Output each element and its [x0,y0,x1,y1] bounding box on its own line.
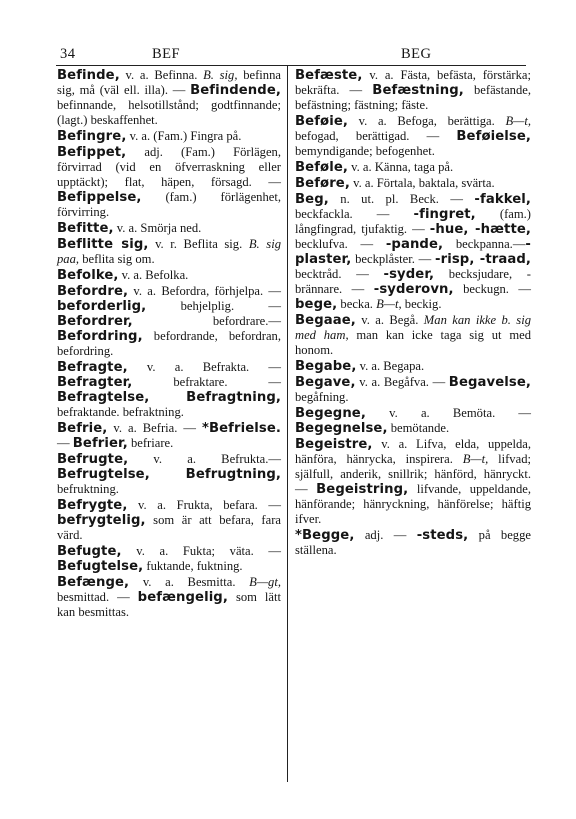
entry-text: begåfning. [295,390,349,404]
entry-headword: Befæstning, [372,83,464,98]
entry-text: befinnande, helsotillstånd; godtfinnande; (lagt.) beskaffenhet. [57,98,281,127]
dictionary-entry [295,406,531,436]
dictionary-entry [295,160,531,175]
entry-headword: Beføle, [295,160,348,175]
entry-headword: Befugtelse, [57,559,144,574]
entry-text: man kan icke taga sig ut med honom. [295,328,531,357]
entry-text: på begge ställena. [295,528,531,557]
dictionary-entry [57,284,281,359]
entry-headword: Befragtelse, Befragtning, [57,390,281,405]
entry-text: (fam.) långfingrad, tjufaktig. — [295,207,532,236]
dictionary-entry [57,575,281,620]
entry-text: v. a. Bemöta. — [365,406,531,420]
dictionary-entry [57,129,281,144]
entry-headword: beforderlig, [57,299,147,314]
entry-headword: -fingret, [413,207,476,222]
entry-headword: -plaster, [295,237,531,267]
entry-text: v. a. Befria. — [107,421,202,435]
column-divider [287,66,288,782]
entry-headword: Beføie, [295,114,348,129]
dictionary-entry [57,237,281,267]
entry-text: beckfackla. — [295,207,414,221]
entry-headword: befængelig, [137,590,228,605]
entry-text: n. ut. pl. Beck. — [328,192,475,206]
entry-headword: -pande, [385,237,444,252]
entry-headword: Begeistre, [295,437,373,452]
entry-headword: Befrugtelse, Befrugtning, [57,467,281,482]
dictionary-entry [57,421,281,451]
entry-headword: -syderovn, [373,282,454,297]
entry-headword: Befindende, [190,83,281,98]
entry-text: v. a. Känna, taga på. [347,160,454,174]
entry-headword: Befragte, [57,360,128,375]
entry-text: v. a. Frukta, befara. — [127,498,281,512]
entry-example: B—t, [505,114,531,128]
entry-text: befruktning. [57,482,119,496]
entry-text: v. a. Begapa. [356,359,425,373]
dictionary-entry [295,359,531,374]
entry-example: B—t, [376,297,402,311]
entry-headword: Befrugte, [57,452,129,467]
entry-text: v. a. Förtala, baktala, svärta. [349,176,495,190]
entry-headword: Befordre, [57,284,129,299]
dictionary-entry [57,360,281,420]
entry-example: B. sig, [203,68,238,82]
dictionary-entry [57,452,281,497]
entry-headword: Befippet, [57,145,127,160]
entry-headword: -fakkel, [474,192,531,207]
page-number: 34 [60,46,76,62]
dictionary-entry [295,192,531,312]
entry-text: v. a. Lifva, elda, uppelda, hänföra, hänrycka, inspirera. [295,437,531,466]
entry-text: v. a. (Fam.) Fingra på. [126,129,242,143]
entry-text: lifvande, uppeldande, hänförande; hänryckning, hänförelse; häftig ifver. [295,482,531,526]
entry-text: besmittad. — [57,590,138,604]
entry-text: befästande, befästning; fästning; fäste. [295,83,531,112]
entry-text: beckpanna.— [443,237,526,251]
entry-text: lifvad; själfull, anderik, snillrik; hänförd, hänryckt. — [295,452,531,496]
entry-text: v. a. Befinna. [119,68,204,82]
entry-headword: -steds, [416,528,469,543]
entry-headword: Beflitte sig, [57,237,149,252]
entry-headword: Befippelse, [57,190,142,205]
entry-headword: Begaae, [295,313,356,328]
entry-text: bemyndigande; befogenhet. [295,144,435,158]
entry-text: becklufva. — [295,237,386,251]
entry-headword: Begave, [295,375,356,390]
dictionary-entry [295,437,531,527]
entry-example: B—gt, [249,575,281,589]
entry-headword: Begabe, [295,359,357,374]
entry-headword: Befitte, [57,221,114,236]
dictionary-entry [295,114,531,159]
entry-text: becka. [337,297,377,311]
entry-headword: Befordring, [57,329,143,344]
entry-text: fuktande, fuktning. [143,559,243,573]
entry-text: beckig. [401,297,442,311]
entry-text: befordrare.— [132,314,281,328]
entry-headword: bege, [295,297,338,312]
entry-headword: Befinde, [57,68,120,83]
entry-headword: Befæste, [295,68,363,83]
entry-text: v. a. Begåfva. — [355,375,449,389]
entry-headword: Begegne, [295,406,366,421]
entry-text: beckugn. — [453,282,532,296]
entry-text: beflita sig om. [79,252,155,266]
dictionary-entry [295,313,531,358]
entry-text: adj. — [354,528,417,542]
entry-text: v. a. Befordra, förhjelpa. — [128,284,281,298]
entry-example: B. sig paa, [57,237,281,266]
entry-text: behjelplig. — [146,299,281,313]
entry-text: som är att befara, fara värd. [57,513,281,542]
dictionary-entry [57,145,281,220]
entry-headword: -syder, [383,267,435,282]
dictionary-entry [295,176,531,191]
entry-text: v. a. Besmitta. [129,575,250,589]
entry-text: v. a. Befrakta. — [127,360,281,374]
entry-headword: Befugte, [57,544,122,559]
entry-headword: Befragter, [57,375,133,390]
dictionary-entry [57,221,281,236]
entry-text: (fam.) förlägenhet, förvirring. [57,190,281,219]
entry-text: v. a. Fukta; väta. — [121,544,281,558]
dictionary-entry [57,68,281,128]
entry-headword: Befrier, [72,436,128,451]
dictionary-entry [295,68,531,113]
right-column [295,68,531,559]
entry-headword: Befordrer, [57,314,133,329]
entry-headword: -hue, -hætte, [429,222,532,237]
entry-text: v. r. Beflita sig. [148,237,249,251]
entry-headword: Beføre, [295,176,350,191]
entry-headword: Begeistring, [316,482,409,497]
entry-text: befriare. [127,436,174,450]
entry-headword: Begegnelse, [295,421,388,436]
entry-text: befogad, berättigad. — [295,129,457,143]
entry-text: bemötande. [387,421,450,435]
entry-headword: Befingre, [57,129,127,144]
entry-text: v. a. Begå. [355,313,424,327]
entry-example: B—t, [462,452,489,466]
dictionary-entry [295,528,531,558]
right-running-head: BEG [401,46,432,62]
entry-text: befraktare. — [132,375,281,389]
entry-text: som lätt kan besmittas. [57,590,281,619]
entry-headword: Begavelse, [448,375,531,390]
entry-headword: *Befrielse. [201,421,281,436]
entry-text: v. a. Befoga, berättiga. [347,114,506,128]
left-running-head: BEF [152,46,181,62]
entry-text: becktråd. — [295,267,384,281]
entry-headword: Befænge, [57,575,130,590]
entry-text: befordrande, befordran, befordring. [57,329,281,358]
entry-text: beckplåster. — [351,252,436,266]
entry-headword: Befolke, [57,268,119,283]
entry-text: v. a. Befrukta.— [128,452,281,466]
dictionary-entry [295,375,531,405]
header-rule [56,65,526,66]
entry-text: v. a. Befolka. [118,268,189,282]
entry-text: befinna sig, må (väl ell. illa). — [57,68,281,97]
entry-headword: Befrygte, [57,498,128,513]
dictionary-entry [57,498,281,543]
entry-headword: Beg, [295,192,329,207]
entry-headword: Befrie, [57,421,108,436]
entry-text: befraktande. befraktning. [57,405,184,419]
entry-headword: Beføielse, [456,129,531,144]
entry-example: Man kan ikke b. sig med ham, [295,313,531,342]
dictionary-entry [57,544,281,574]
entry-text: becksjudare, -brännare. — [295,267,531,296]
entry-text: — [57,436,73,450]
entry-text: adj. (Fam.) Förlägen, förvirrad (vid en öfverraskning eller upptäckt); flat, häpen, försagd. — [57,145,281,189]
entry-headword: -risp, -traad, [435,252,531,267]
entry-text: v. a. Fästa, befästa, förstärka; bekräfta. — [295,68,531,97]
dictionary-entry [57,268,281,283]
left-column [57,68,281,621]
entry-text: v. a. Smörja ned. [113,221,202,235]
entry-headword: befrygtelig, [57,513,146,528]
entry-headword: *Begge, [295,528,355,543]
